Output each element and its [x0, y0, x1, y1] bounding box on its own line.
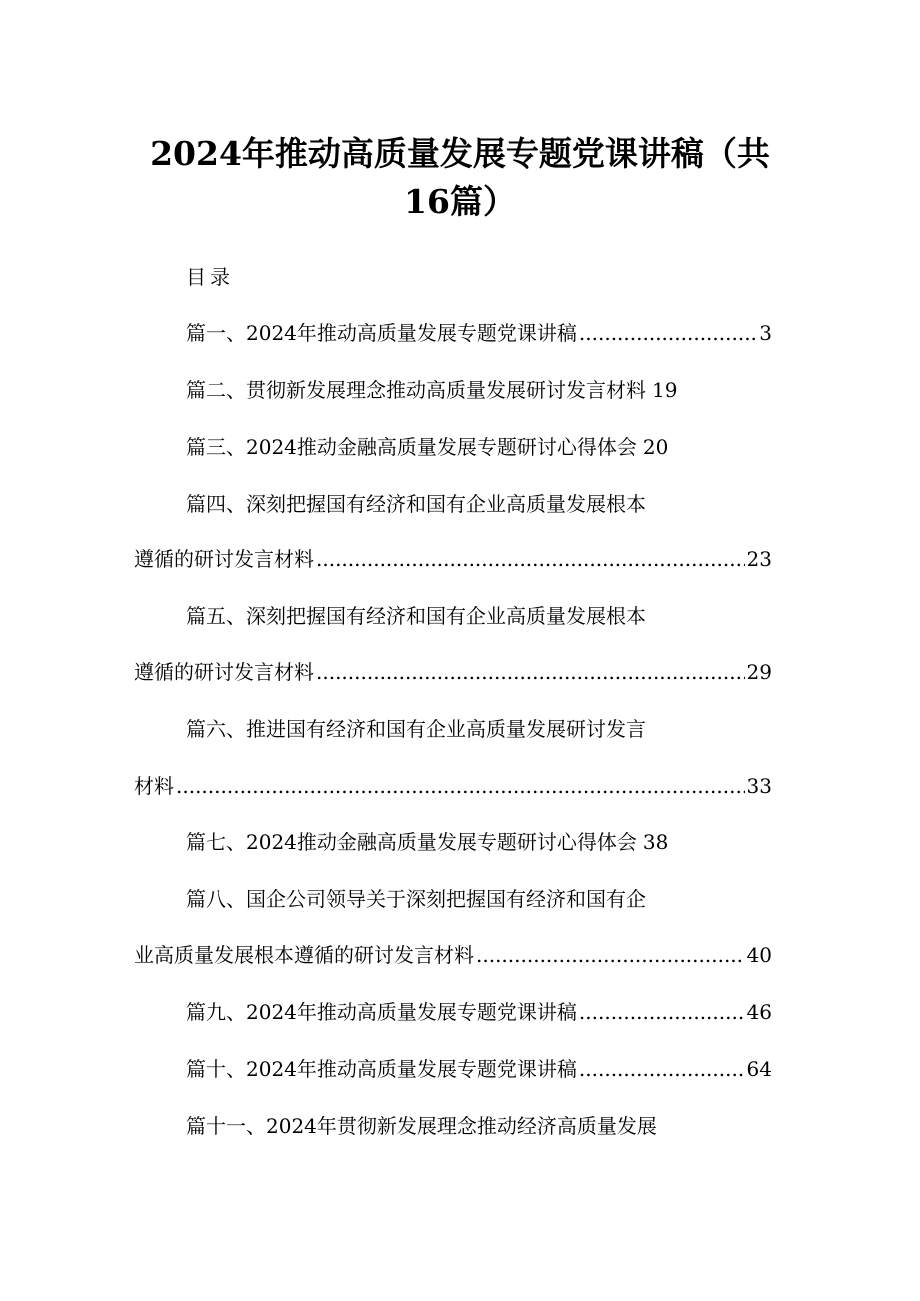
toc-entry-5-continuation[interactable]	[134, 657, 772, 687]
toc-page-number: 29	[746, 660, 772, 684]
toc-page-number: 33	[746, 774, 772, 798]
toc-entry-3[interactable]	[186, 432, 668, 462]
toc-page-number: 40	[746, 943, 772, 967]
toc-page-number: 64	[746, 1057, 772, 1081]
toc-entry-text: 篇五、深刻把握国有经济和国有企业高质量发展根本	[186, 604, 646, 628]
toc-entry-8-continuation[interactable]	[134, 940, 772, 970]
toc-leader-dots	[579, 997, 745, 1027]
toc-entry-text: 篇三、2024推动金融高质量发展专题研讨心得体会	[186, 435, 637, 459]
toc-leader-dots	[316, 544, 745, 574]
toc-page-number: 3	[759, 321, 772, 345]
toc-entry-2[interactable]	[186, 375, 677, 405]
toc-entry-4[interactable]	[186, 489, 646, 519]
document-title-line-1: 2024年推动高质量发展专题党课讲稿（共	[150, 134, 770, 173]
toc-entry-11[interactable]	[186, 1111, 657, 1141]
toc-page-number: 20	[642, 435, 669, 459]
toc-entry-text: 材料	[134, 774, 174, 798]
toc-entry-8[interactable]	[186, 884, 646, 914]
toc-entry-text: 篇七、2024推动金融高质量发展专题研讨心得体会	[186, 830, 637, 854]
toc-leader-dots	[579, 318, 757, 348]
toc-entry-text: 遵循的研讨发言材料	[134, 660, 314, 684]
toc-entry-5[interactable]	[186, 601, 646, 631]
toc-entry-6-continuation[interactable]	[134, 771, 772, 801]
toc-entry-text: 篇一、2024年推动高质量发展专题党课讲稿	[186, 321, 577, 345]
toc-entry-text: 篇四、深刻把握国有经济和国有企业高质量发展根本	[186, 492, 646, 516]
toc-leader-dots	[476, 940, 745, 970]
toc-heading: 目录	[186, 265, 234, 289]
toc-entry-6[interactable]	[186, 714, 646, 744]
toc-entry-1[interactable]	[186, 318, 772, 348]
toc-entry-9[interactable]	[186, 997, 772, 1027]
toc-entry-7[interactable]	[186, 827, 668, 857]
toc-entry-text: 篇二、贯彻新发展理念推动高质量发展研讨发言材料	[186, 378, 646, 402]
toc-entry-text: 篇八、国企公司领导关于深刻把握国有经济和国有企	[186, 887, 646, 911]
toc-entry-text: 篇十、2024年推动高质量发展专题党课讲稿	[186, 1057, 577, 1081]
toc-entry-text: 篇九、2024年推动高质量发展专题党课讲稿	[186, 1000, 577, 1024]
toc-page-number: 23	[746, 547, 772, 571]
toc-entry-4-continuation[interactable]	[134, 544, 772, 574]
toc-entry-text: 篇十一、2024年贯彻新发展理念推动经济高质量发展	[186, 1114, 657, 1138]
toc-entry-text: 遵循的研讨发言材料	[134, 547, 314, 571]
toc-entry-text: 业高质量发展根本遵循的研讨发言材料	[134, 943, 474, 967]
toc-page-number: 38	[642, 830, 669, 854]
toc-leader-dots	[579, 1054, 745, 1084]
toc-page-number: 46	[746, 1000, 772, 1024]
toc-leader-dots	[316, 657, 745, 687]
document-title-line-2: 16篇）	[404, 182, 516, 221]
toc-entry-text: 篇六、推进国有经济和国有企业高质量发展研讨发言	[186, 717, 646, 741]
toc-entry-10[interactable]	[186, 1054, 772, 1084]
toc-leader-dots	[176, 771, 745, 801]
toc-page-number: 19	[652, 378, 678, 402]
